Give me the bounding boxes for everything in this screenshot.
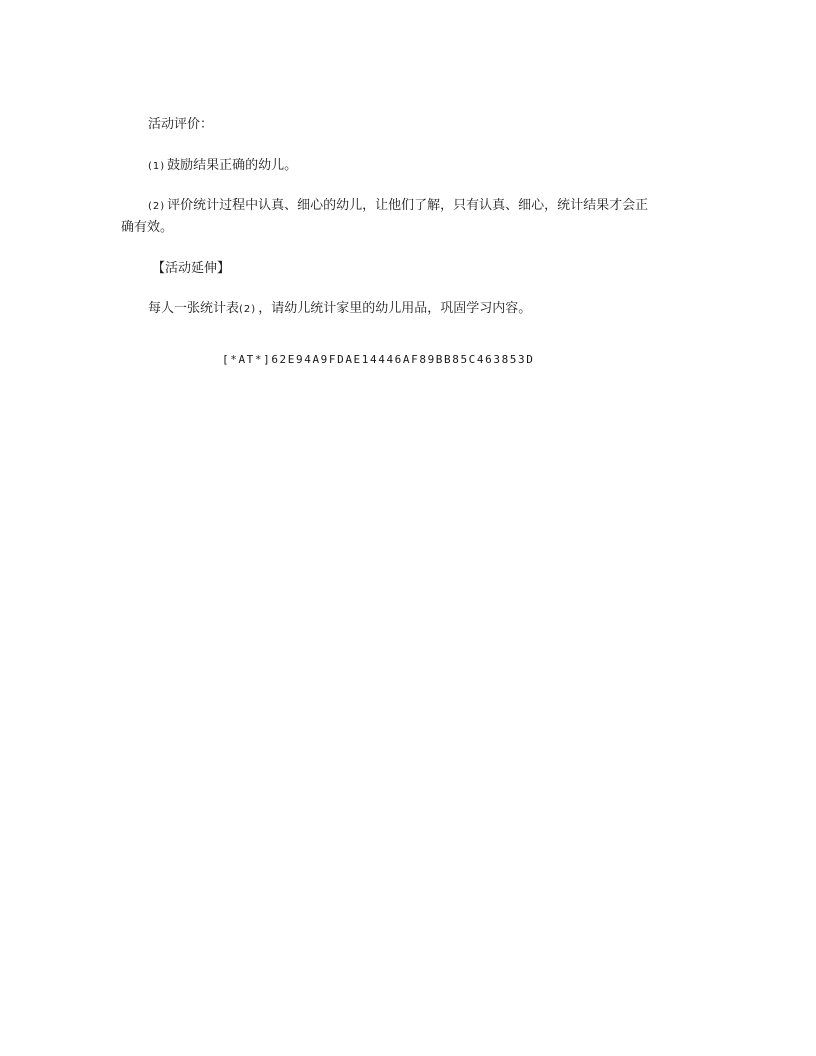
item-1-number: (1) (148, 161, 166, 172)
extension-text-after: ，请幼儿统计家里的幼儿用品，巩固学习内容。 (258, 301, 532, 316)
item-2-text-line-1: 评价统计过程中认真、细心的幼儿，让他们了解，只有认真、细心，统计结果才会正 (167, 198, 649, 213)
extension-number: (2) (239, 304, 257, 315)
evaluation-item-1 (148, 155, 297, 178)
item-1-text: 鼓励结果正确的幼儿。 (167, 158, 298, 173)
evaluation-heading: 活动评价： (148, 117, 214, 132)
extension-text-before: 每人一张统计表 (148, 301, 240, 316)
evaluation-item-2-line-2: 确有效。 (121, 220, 174, 235)
item-2-number: (2) (148, 201, 166, 212)
extension-paragraph (148, 298, 531, 321)
extension-heading: 【活动延伸】 (152, 261, 231, 276)
document-code: [*AT*]62E94A9FDAE14446AF89BB85C463853D (222, 353, 535, 366)
evaluation-item-2-line-1 (148, 195, 648, 218)
